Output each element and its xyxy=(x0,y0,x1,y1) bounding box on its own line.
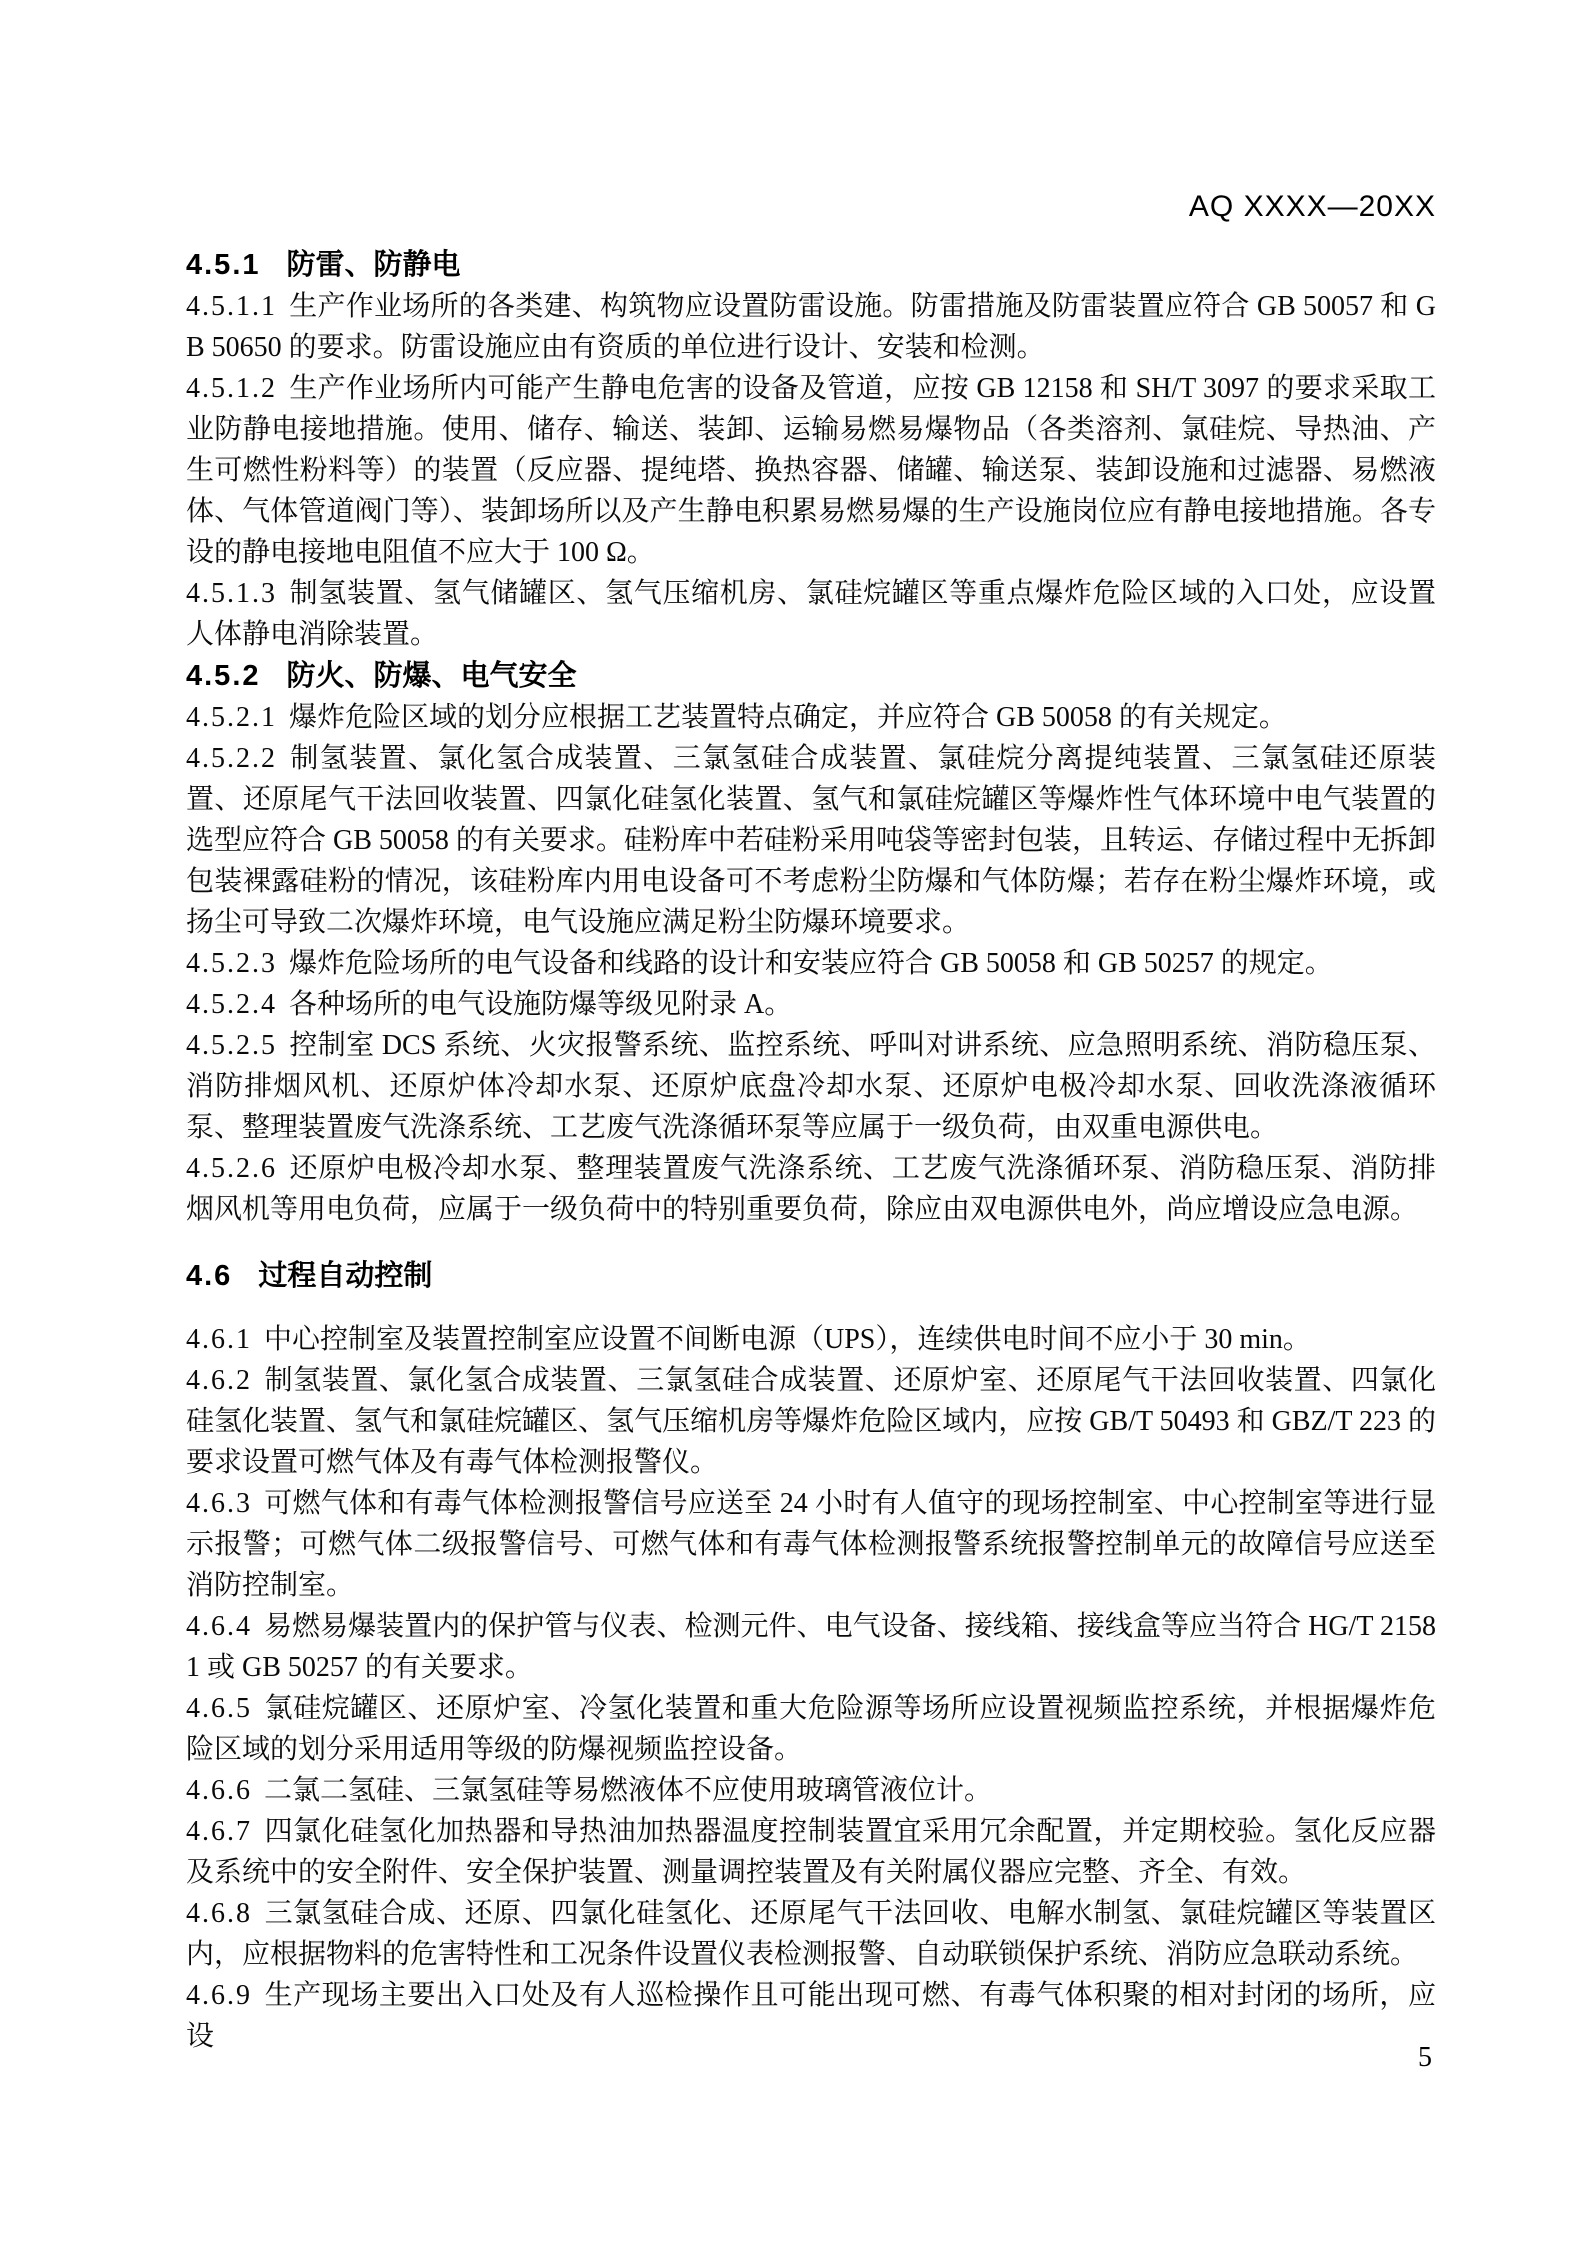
clause-number: 4.6.5 xyxy=(186,1693,252,1724)
clause-4-6-2 xyxy=(186,1360,1436,1483)
clause-number: 4.6.8 xyxy=(186,1898,252,1929)
clause-number: 4.6.9 xyxy=(186,1980,252,2011)
document-body xyxy=(186,244,1436,2057)
page-number: 5 xyxy=(1418,2042,1432,2073)
heading-title: 防雷、防静电 xyxy=(286,249,461,281)
clause-number: 4.6.1 xyxy=(186,1324,252,1355)
clause-number: 4.6.6 xyxy=(186,1775,252,1806)
clause-text: 制氢装置、氯化氢合成装置、三氯氢硅合成装置、还原炉室、还原尾气干法回收装置、四氯化硅氢化装置、氢气和氯硅烷罐区、氢气压缩机房等爆炸危险区域内，应按 GB/T 50493 和 GBZ/T 223 的要求设置可燃气体及有毒气体检测报警仪。 xyxy=(186,1365,1436,1478)
clause-number: 4.5.2.4 xyxy=(186,989,277,1020)
clause-number: 4.5.2.6 xyxy=(186,1153,277,1184)
clause-text: 可燃气体和有毒气体检测报警信号应送至 24 小时有人值守的现场控制室、中心控制室等进行显示报警；可燃气体二级报警信号、可燃气体和有毒气体检测报警系统报警控制单元的故障信号应送至消防控制室。 xyxy=(186,1488,1436,1601)
clause-number: 4.5.1.2 xyxy=(186,373,277,404)
section-heading-4-5-1 xyxy=(186,244,1436,286)
clause-4-6-9 xyxy=(186,1975,1436,2057)
clause-4-6-5 xyxy=(186,1688,1436,1770)
clause-4-6-6 xyxy=(186,1770,1436,1811)
clause-text: 中心控制室及装置控制室应设置不间断电源（UPS），连续供电时间不应小于 30 min。 xyxy=(264,1324,1311,1355)
clause-4-6-4 xyxy=(186,1606,1436,1688)
clause-text: 生产现场主要出入口处及有人巡检操作且可能出现可燃、有毒气体积聚的相对封闭的场所，应设 xyxy=(186,1980,1436,2052)
clause-4-5-2-1 xyxy=(186,697,1436,738)
heading-title: 过程自动控制 xyxy=(258,1260,433,1292)
heading-number: 4.6 xyxy=(186,1260,233,1292)
clause-4-5-2-2 xyxy=(186,738,1436,943)
clause-text: 易燃易爆装置内的保护管与仪表、检测元件、电气设备、接线箱、接线盒等应当符合 HG/T 21581 或 GB 50257 的有关要求。 xyxy=(186,1611,1436,1683)
clause-text: 还原炉电极冷却水泵、整理装置废气洗涤系统、工艺废气洗涤循环泵、消防稳压泵、消防排烟风机等用电负荷，应属于一级负荷中的特别重要负荷，除应由双电源供电外，尚应增设应急电源。 xyxy=(186,1153,1436,1225)
clause-4-5-1-2 xyxy=(186,368,1436,573)
heading-number: 4.5.1 xyxy=(186,249,261,281)
clause-4-5-1-1 xyxy=(186,286,1436,368)
clause-number: 4.6.2 xyxy=(186,1365,252,1396)
clause-4-5-2-4 xyxy=(186,984,1436,1025)
clause-number: 4.6.7 xyxy=(186,1816,252,1847)
doc-code-header: AQ XXXX—20XX xyxy=(1188,190,1436,223)
clause-4-6-3 xyxy=(186,1483,1436,1606)
clause-number: 4.5.2.3 xyxy=(186,948,277,979)
clause-text: 氯硅烷罐区、还原炉室、冷氢化装置和重大危险源等场所应设置视频监控系统，并根据爆炸危险区域的划分采用适用等级的防爆视频监控设备。 xyxy=(186,1693,1436,1765)
clause-4-6-8 xyxy=(186,1893,1436,1975)
clause-4-6-1 xyxy=(186,1319,1436,1360)
clause-number: 4.5.1.3 xyxy=(186,578,277,609)
clause-4-5-2-3 xyxy=(186,943,1436,984)
clause-4-6-7 xyxy=(186,1811,1436,1893)
clause-text: 生产作业场所内可能产生静电危害的设备及管道，应按 GB 12158 和 SH/T 3097 的要求采取工业防静电接地措施。使用、储存、输送、装卸、运输易燃易爆物品（各类溶剂、氯硅烷、导热油、产生可燃性粉料等）的装置（反应器、提纯塔、换热容器、储罐、输送泵、装卸设施和过滤器、易燃液体、气体管道阀门等）、装卸场所以及产生静电积累易燃易爆的生产设施岗位应有静电接地措施。各专设的静电接地电阻值不应大于 100 Ω。 xyxy=(186,373,1436,568)
clause-text: 爆炸危险场所的电气设备和线路的设计和安装应符合 GB 50058 和 GB 50257 的规定。 xyxy=(289,948,1333,979)
section-heading-4-6 xyxy=(186,1255,1436,1297)
clause-number: 4.5.1.1 xyxy=(186,291,277,322)
clause-text: 各种场所的电气设施防爆等级见附录 A。 xyxy=(289,989,793,1020)
clause-text: 二氯二氢硅、三氯氢硅等易燃液体不应使用玻璃管液位计。 xyxy=(264,1775,993,1806)
clause-number: 4.5.2.2 xyxy=(186,743,277,774)
clause-text: 控制室 DCS 系统、火灾报警系统、监控系统、呼叫对讲系统、应急照明系统、消防稳压泵、消防排烟风机、还原炉体冷却水泵、还原炉底盘冷却水泵、还原炉电极冷却水泵、回收洗涤液循环泵、整理装置废气洗涤系统、工艺废气洗涤循环泵等应属于一级负荷，由双重电源供电。 xyxy=(186,1030,1436,1143)
clause-text: 制氢装置、氢气储罐区、氢气压缩机房、氯硅烷罐区等重点爆炸危险区域的入口处，应设置人体静电消除装置。 xyxy=(186,578,1436,650)
clause-text: 生产作业场所的各类建、构筑物应设置防雷设施。防雷措施及防雷装置应符合 GB 50057 和 GB 50650 的要求。防雷设施应由有资质的单位进行设计、安装和检测。 xyxy=(186,291,1436,363)
clause-number: 4.6.3 xyxy=(186,1488,252,1519)
clause-number: 4.5.2.1 xyxy=(186,702,277,733)
clause-text: 四氯化硅氢化加热器和导热油加热器温度控制装置宜采用冗余配置，并定期校验。氢化反应器及系统中的安全附件、安全保护装置、测量调控装置及有关附属仪器应完整、齐全、有效。 xyxy=(186,1816,1436,1888)
clause-4-5-2-6 xyxy=(186,1148,1436,1230)
heading-title: 防火、防爆、电气安全 xyxy=(286,660,577,692)
clause-text: 三氯氢硅合成、还原、四氯化硅氢化、还原尾气干法回收、电解水制氢、氯硅烷罐区等装置区内，应根据物料的危害特性和工况条件设置仪表检测报警、自动联锁保护系统、消防应急联动系统。 xyxy=(186,1898,1436,1970)
heading-number: 4.5.2 xyxy=(186,660,261,692)
clause-number: 4.5.2.5 xyxy=(186,1030,277,1061)
clause-text: 制氢装置、氯化氢合成装置、三氯氢硅合成装置、氯硅烷分离提纯装置、三氯氢硅还原装置、还原尾气干法回收装置、四氯化硅氢化装置、氢气和氯硅烷罐区等爆炸性气体环境中电气装置的选型应符合 GB 50058 的有关要求。硅粉库中若硅粉采用吨袋等密封包装，且转运、存储过程中无拆卸包装裸露硅粉的情况，该硅粉库内用电设备可不考虑粉尘防爆和气体防爆；若存在粉尘爆炸环境，或扬尘可导致二次爆炸环境，电气设施应满足粉尘防爆环境要求。 xyxy=(186,743,1436,938)
clause-number: 4.6.4 xyxy=(186,1611,252,1642)
clause-text: 爆炸危险区域的划分应根据工艺装置特点确定，并应符合 GB 50058 的有关规定。 xyxy=(289,702,1287,733)
clause-4-5-2-5 xyxy=(186,1025,1436,1148)
clause-4-5-1-3 xyxy=(186,573,1436,655)
section-heading-4-5-2 xyxy=(186,655,1436,697)
